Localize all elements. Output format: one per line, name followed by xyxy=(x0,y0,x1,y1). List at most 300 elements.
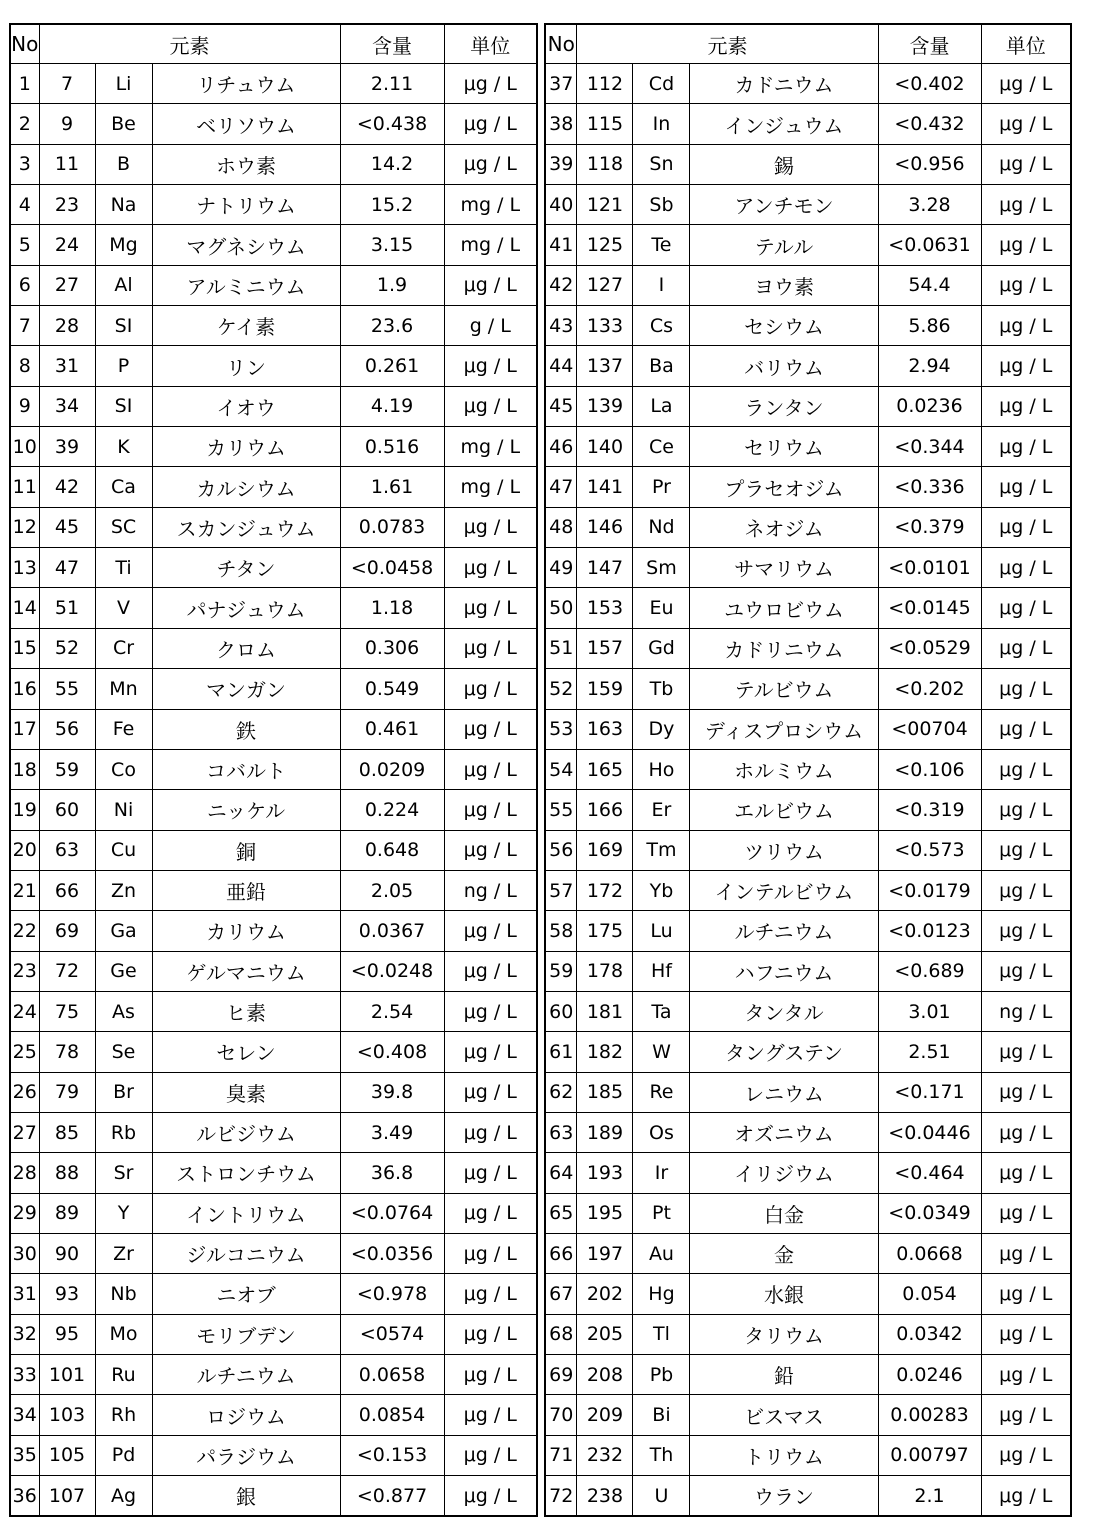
mass-number: 118 xyxy=(577,144,633,184)
row-number: 26 xyxy=(10,1072,39,1112)
mass-number: 56 xyxy=(39,709,95,749)
element-symbol: Pt xyxy=(633,1193,690,1233)
table-row xyxy=(545,790,1071,830)
element-symbol: I xyxy=(633,265,690,305)
row-number: 56 xyxy=(545,830,577,870)
mass-number: 55 xyxy=(39,669,95,709)
unit-value: μg / L xyxy=(981,669,1071,709)
table-row xyxy=(545,1476,1071,1517)
element-name: ケイ素 xyxy=(152,306,340,346)
mass-number: 7 xyxy=(39,64,95,104)
element-symbol: Ce xyxy=(633,427,690,467)
element-symbol: Sn xyxy=(633,144,690,184)
table-row xyxy=(10,1072,537,1112)
table-row xyxy=(545,709,1071,749)
table-row xyxy=(545,265,1071,305)
header-element: 元素 xyxy=(39,24,340,64)
content-value: <0.978 xyxy=(340,1274,444,1314)
mass-number: 147 xyxy=(577,548,633,588)
table-row xyxy=(10,467,537,507)
table-row xyxy=(545,225,1071,265)
element-name: エルビウム xyxy=(690,790,878,830)
unit-value: μg / L xyxy=(444,1395,537,1435)
element-name: ホウ素 xyxy=(152,144,340,184)
row-number: 38 xyxy=(545,104,577,144)
header-no: No xyxy=(10,24,39,64)
element-name: 白金 xyxy=(690,1193,878,1233)
content-value: 0.0367 xyxy=(340,911,444,951)
element-name: イントリウム xyxy=(152,1193,340,1233)
element-symbol: Sr xyxy=(95,1153,152,1193)
left-table-body xyxy=(10,64,537,1517)
table-row xyxy=(545,104,1071,144)
unit-value: μg / L xyxy=(981,467,1071,507)
content-value: <0.171 xyxy=(878,1072,981,1112)
element-symbol: As xyxy=(95,991,152,1031)
element-name: スカンジュウム xyxy=(152,507,340,547)
element-symbol: Ho xyxy=(633,749,690,789)
mass-number: 178 xyxy=(577,951,633,991)
unit-value: μg / L xyxy=(444,628,537,668)
row-number: 61 xyxy=(545,1032,577,1072)
header-content: 含量 xyxy=(878,24,981,64)
unit-value: mg / L xyxy=(444,467,537,507)
element-symbol: Rh xyxy=(95,1395,152,1435)
table-row xyxy=(10,870,537,910)
table-row xyxy=(10,265,537,305)
unit-value: μg / L xyxy=(981,911,1071,951)
content-value: 0.224 xyxy=(340,790,444,830)
mass-number: 146 xyxy=(577,507,633,547)
element-symbol: Ru xyxy=(95,1355,152,1395)
content-value: 0.648 xyxy=(340,830,444,870)
unit-value: μg / L xyxy=(981,265,1071,305)
content-value: 0.0246 xyxy=(878,1355,981,1395)
row-number: 66 xyxy=(545,1233,577,1273)
unit-value: mg / L xyxy=(444,427,537,467)
mass-number: 59 xyxy=(39,749,95,789)
row-number: 21 xyxy=(10,870,39,910)
unit-value: μg / L xyxy=(444,386,537,426)
unit-value: μg / L xyxy=(981,306,1071,346)
table-row xyxy=(10,1395,537,1435)
element-name: アンチモン xyxy=(690,185,878,225)
mass-number: 72 xyxy=(39,951,95,991)
mass-number: 47 xyxy=(39,548,95,588)
unit-value: μg / L xyxy=(444,144,537,184)
content-value: 23.6 xyxy=(340,306,444,346)
row-number: 23 xyxy=(10,951,39,991)
content-value: 0.549 xyxy=(340,669,444,709)
table-row xyxy=(10,225,537,265)
mass-number: 166 xyxy=(577,790,633,830)
content-value: 3.49 xyxy=(340,1112,444,1152)
mass-number: 28 xyxy=(39,306,95,346)
element-symbol: Ni xyxy=(95,790,152,830)
table-row xyxy=(545,64,1071,104)
row-number: 22 xyxy=(10,911,39,951)
mass-number: 133 xyxy=(577,306,633,346)
unit-value: μg / L xyxy=(981,1314,1071,1354)
content-value: 2.94 xyxy=(878,346,981,386)
element-symbol: Ga xyxy=(95,911,152,951)
element-symbol: Lu xyxy=(633,911,690,951)
row-number: 59 xyxy=(545,951,577,991)
content-value: 0.00283 xyxy=(878,1395,981,1435)
unit-value: μg / L xyxy=(981,1032,1071,1072)
content-value: 1.18 xyxy=(340,588,444,628)
mass-number: 93 xyxy=(39,1274,95,1314)
content-value: 0.0854 xyxy=(340,1395,444,1435)
mass-number: 232 xyxy=(577,1435,633,1475)
content-value: 0.461 xyxy=(340,709,444,749)
element-symbol: SC xyxy=(95,507,152,547)
row-number: 50 xyxy=(545,588,577,628)
row-number: 4 xyxy=(10,185,39,225)
element-symbol: Zn xyxy=(95,870,152,910)
unit-value: μg / L xyxy=(444,548,537,588)
table-row xyxy=(545,427,1071,467)
row-number: 68 xyxy=(545,1314,577,1354)
header-unit: 単位 xyxy=(981,24,1071,64)
unit-value: μg / L xyxy=(981,588,1071,628)
unit-value: μg / L xyxy=(981,1395,1071,1435)
mass-number: 205 xyxy=(577,1314,633,1354)
unit-value: mg / L xyxy=(444,185,537,225)
mass-number: 60 xyxy=(39,790,95,830)
mass-number: 69 xyxy=(39,911,95,951)
element-name: カルシウム xyxy=(152,467,340,507)
element-name: 鉄 xyxy=(152,709,340,749)
header-content: 含量 xyxy=(340,24,444,64)
mass-number: 105 xyxy=(39,1435,95,1475)
content-value: <0.438 xyxy=(340,104,444,144)
mass-number: 182 xyxy=(577,1032,633,1072)
element-symbol: Na xyxy=(95,185,152,225)
right-header-row xyxy=(545,24,1071,64)
row-number: 30 xyxy=(10,1233,39,1273)
element-name: 亜鉛 xyxy=(152,870,340,910)
element-symbol: Bi xyxy=(633,1395,690,1435)
row-number: 70 xyxy=(545,1395,577,1435)
element-symbol: Yb xyxy=(633,870,690,910)
element-symbol: Fe xyxy=(95,709,152,749)
mass-number: 121 xyxy=(577,185,633,225)
mass-number: 79 xyxy=(39,1072,95,1112)
element-name: インテルビウム xyxy=(690,870,878,910)
mass-number: 31 xyxy=(39,346,95,386)
element-name: ウラン xyxy=(690,1476,878,1517)
content-value: 0.0783 xyxy=(340,507,444,547)
content-value: <0.319 xyxy=(878,790,981,830)
row-number: 72 xyxy=(545,1476,577,1517)
mass-number: 125 xyxy=(577,225,633,265)
content-value: 4.19 xyxy=(340,386,444,426)
table-row xyxy=(545,749,1071,789)
table-row xyxy=(545,870,1071,910)
unit-value: ng / L xyxy=(981,991,1071,1031)
row-number: 16 xyxy=(10,669,39,709)
table-row xyxy=(10,346,537,386)
element-symbol: Eu xyxy=(633,588,690,628)
element-name: リチュウム xyxy=(152,64,340,104)
row-number: 25 xyxy=(10,1032,39,1072)
unit-value: mg / L xyxy=(444,225,537,265)
element-name: プラセオジム xyxy=(690,467,878,507)
unit-value: μg / L xyxy=(981,1112,1071,1152)
element-name: 銀 xyxy=(152,1476,340,1517)
table-row xyxy=(10,507,537,547)
content-value: 2.51 xyxy=(878,1032,981,1072)
element-symbol: Ag xyxy=(95,1476,152,1517)
row-number: 45 xyxy=(545,386,577,426)
row-number: 34 xyxy=(10,1395,39,1435)
row-number: 29 xyxy=(10,1193,39,1233)
element-name: マンガン xyxy=(152,669,340,709)
tables-wrapper xyxy=(9,23,1072,1517)
table-row xyxy=(545,1233,1071,1273)
unit-value: μg / L xyxy=(444,1153,537,1193)
row-number: 57 xyxy=(545,870,577,910)
element-symbol: Er xyxy=(633,790,690,830)
element-name: マグネシウム xyxy=(152,225,340,265)
row-number: 55 xyxy=(545,790,577,830)
content-value: <0.956 xyxy=(878,144,981,184)
element-name: ルチニウム xyxy=(152,1355,340,1395)
element-content-sheet xyxy=(9,23,1072,1517)
table-row xyxy=(545,951,1071,991)
row-number: 17 xyxy=(10,709,39,749)
content-value: <0.0458 xyxy=(340,548,444,588)
row-number: 67 xyxy=(545,1274,577,1314)
element-name: チタン xyxy=(152,548,340,588)
element-name: セリウム xyxy=(690,427,878,467)
unit-value: μg / L xyxy=(444,911,537,951)
element-name: ルビジウム xyxy=(152,1112,340,1152)
mass-number: 78 xyxy=(39,1032,95,1072)
element-name: カリウム xyxy=(152,427,340,467)
mass-number: 137 xyxy=(577,346,633,386)
element-symbol: Nb xyxy=(95,1274,152,1314)
unit-value: μg / L xyxy=(981,749,1071,789)
element-name: イリジウム xyxy=(690,1153,878,1193)
row-number: 33 xyxy=(10,1355,39,1395)
element-name: パラジウム xyxy=(152,1435,340,1475)
row-number: 18 xyxy=(10,749,39,789)
mass-number: 52 xyxy=(39,628,95,668)
element-name: ゲルマニウム xyxy=(152,951,340,991)
row-number: 46 xyxy=(545,427,577,467)
left-element-table xyxy=(9,23,538,1517)
element-symbol: Pr xyxy=(633,467,690,507)
element-name: インジュウム xyxy=(690,104,878,144)
element-name: ディスプロシウム xyxy=(690,709,878,749)
content-value: 15.2 xyxy=(340,185,444,225)
unit-value: μg / L xyxy=(981,870,1071,910)
element-symbol: Y xyxy=(95,1193,152,1233)
content-value: <0.202 xyxy=(878,669,981,709)
mass-number: 139 xyxy=(577,386,633,426)
mass-number: 42 xyxy=(39,467,95,507)
table-row xyxy=(545,991,1071,1031)
element-symbol: Tb xyxy=(633,669,690,709)
element-name: ベリソウム xyxy=(152,104,340,144)
content-value: 3.15 xyxy=(340,225,444,265)
table-row xyxy=(545,1314,1071,1354)
unit-value: μg / L xyxy=(444,1314,537,1354)
element-symbol: Ge xyxy=(95,951,152,991)
unit-value: μg / L xyxy=(444,1112,537,1152)
row-number: 6 xyxy=(10,265,39,305)
element-symbol: Se xyxy=(95,1032,152,1072)
element-name: ニオブ xyxy=(152,1274,340,1314)
unit-value: μg / L xyxy=(444,1355,537,1395)
element-symbol: P xyxy=(95,346,152,386)
element-symbol: Dy xyxy=(633,709,690,749)
element-symbol: Cr xyxy=(95,628,152,668)
mass-number: 238 xyxy=(577,1476,633,1517)
content-value: <0.0764 xyxy=(340,1193,444,1233)
table-row xyxy=(10,306,537,346)
content-value: <0574 xyxy=(340,1314,444,1354)
unit-value: μg / L xyxy=(981,1435,1071,1475)
content-value: 3.28 xyxy=(878,185,981,225)
element-name: ハフニウム xyxy=(690,951,878,991)
table-row xyxy=(10,628,537,668)
table-row xyxy=(10,669,537,709)
content-value: <0.153 xyxy=(340,1435,444,1475)
element-name: 臭素 xyxy=(152,1072,340,1112)
content-value: 3.01 xyxy=(878,991,981,1031)
right-table-body xyxy=(545,64,1071,1517)
content-value: <0.344 xyxy=(878,427,981,467)
row-number: 63 xyxy=(545,1112,577,1152)
content-value: 1.9 xyxy=(340,265,444,305)
row-number: 39 xyxy=(545,144,577,184)
element-symbol: Au xyxy=(633,1233,690,1273)
element-name: バリウム xyxy=(690,346,878,386)
unit-value: μg / L xyxy=(981,790,1071,830)
row-number: 1 xyxy=(10,64,39,104)
element-name: オズニウム xyxy=(690,1112,878,1152)
unit-value: μg / L xyxy=(444,507,537,547)
element-symbol: Th xyxy=(633,1435,690,1475)
row-number: 51 xyxy=(545,628,577,668)
content-value: 39.8 xyxy=(340,1072,444,1112)
content-value: 0.0342 xyxy=(878,1314,981,1354)
unit-value: μg / L xyxy=(444,1233,537,1273)
element-symbol: Tl xyxy=(633,1314,690,1354)
content-value: 0.0209 xyxy=(340,749,444,789)
unit-value: μg / L xyxy=(981,185,1071,225)
table-row xyxy=(545,1274,1071,1314)
mass-number: 27 xyxy=(39,265,95,305)
row-number: 27 xyxy=(10,1112,39,1152)
unit-value: μg / L xyxy=(444,265,537,305)
element-symbol: Cu xyxy=(95,830,152,870)
mass-number: 39 xyxy=(39,427,95,467)
element-name: ルチニウム xyxy=(690,911,878,951)
element-name: ヨウ素 xyxy=(690,265,878,305)
mass-number: 75 xyxy=(39,991,95,1031)
content-value: 2.54 xyxy=(340,991,444,1031)
mass-number: 189 xyxy=(577,1112,633,1152)
mass-number: 88 xyxy=(39,1153,95,1193)
row-number: 12 xyxy=(10,507,39,547)
content-value: <0.0123 xyxy=(878,911,981,951)
unit-value: μg / L xyxy=(444,1072,537,1112)
element-name: タンタル xyxy=(690,991,878,1031)
table-row xyxy=(10,1476,537,1517)
row-number: 31 xyxy=(10,1274,39,1314)
mass-number: 202 xyxy=(577,1274,633,1314)
row-number: 69 xyxy=(545,1355,577,1395)
content-value: <0.408 xyxy=(340,1032,444,1072)
table-row xyxy=(10,1032,537,1072)
element-symbol: Gd xyxy=(633,628,690,668)
mass-number: 157 xyxy=(577,628,633,668)
mass-number: 197 xyxy=(577,1233,633,1273)
unit-value: μg / L xyxy=(981,628,1071,668)
row-number: 37 xyxy=(545,64,577,104)
element-symbol: SI xyxy=(95,386,152,426)
unit-value: μg / L xyxy=(981,427,1071,467)
content-value: <0.432 xyxy=(878,104,981,144)
element-name: ジルコニウム xyxy=(152,1233,340,1273)
table-row xyxy=(10,1193,537,1233)
content-value: <0.0101 xyxy=(878,548,981,588)
unit-value: μg / L xyxy=(444,1032,537,1072)
content-value: 0.054 xyxy=(878,1274,981,1314)
mass-number: 140 xyxy=(577,427,633,467)
element-symbol: In xyxy=(633,104,690,144)
element-symbol: Co xyxy=(95,749,152,789)
mass-number: 115 xyxy=(577,104,633,144)
unit-value: μg / L xyxy=(444,1476,537,1517)
unit-value: μg / L xyxy=(981,1233,1071,1273)
element-symbol: Os xyxy=(633,1112,690,1152)
mass-number: 195 xyxy=(577,1193,633,1233)
table-row xyxy=(10,951,537,991)
content-value: <0.379 xyxy=(878,507,981,547)
element-name: コバルト xyxy=(152,749,340,789)
mass-number: 141 xyxy=(577,467,633,507)
content-value: 14.2 xyxy=(340,144,444,184)
element-name: カドニウム xyxy=(690,64,878,104)
table-row xyxy=(10,1355,537,1395)
content-value: <0.464 xyxy=(878,1153,981,1193)
element-name: テルビウム xyxy=(690,669,878,709)
unit-value: μg / L xyxy=(444,104,537,144)
element-name: レニウム xyxy=(690,1072,878,1112)
row-number: 49 xyxy=(545,548,577,588)
element-name: 銅 xyxy=(152,830,340,870)
table-row xyxy=(545,1112,1071,1152)
unit-value: μg / L xyxy=(444,1274,537,1314)
row-number: 54 xyxy=(545,749,577,789)
content-value: 54.4 xyxy=(878,265,981,305)
mass-number: 95 xyxy=(39,1314,95,1354)
unit-value: μg / L xyxy=(981,1193,1071,1233)
table-row xyxy=(10,144,537,184)
element-symbol: U xyxy=(633,1476,690,1517)
mass-number: 175 xyxy=(577,911,633,951)
mass-number: 163 xyxy=(577,709,633,749)
unit-value: μg / L xyxy=(981,951,1071,991)
element-name: モリブデン xyxy=(152,1314,340,1354)
element-symbol: Te xyxy=(633,225,690,265)
row-number: 43 xyxy=(545,306,577,346)
